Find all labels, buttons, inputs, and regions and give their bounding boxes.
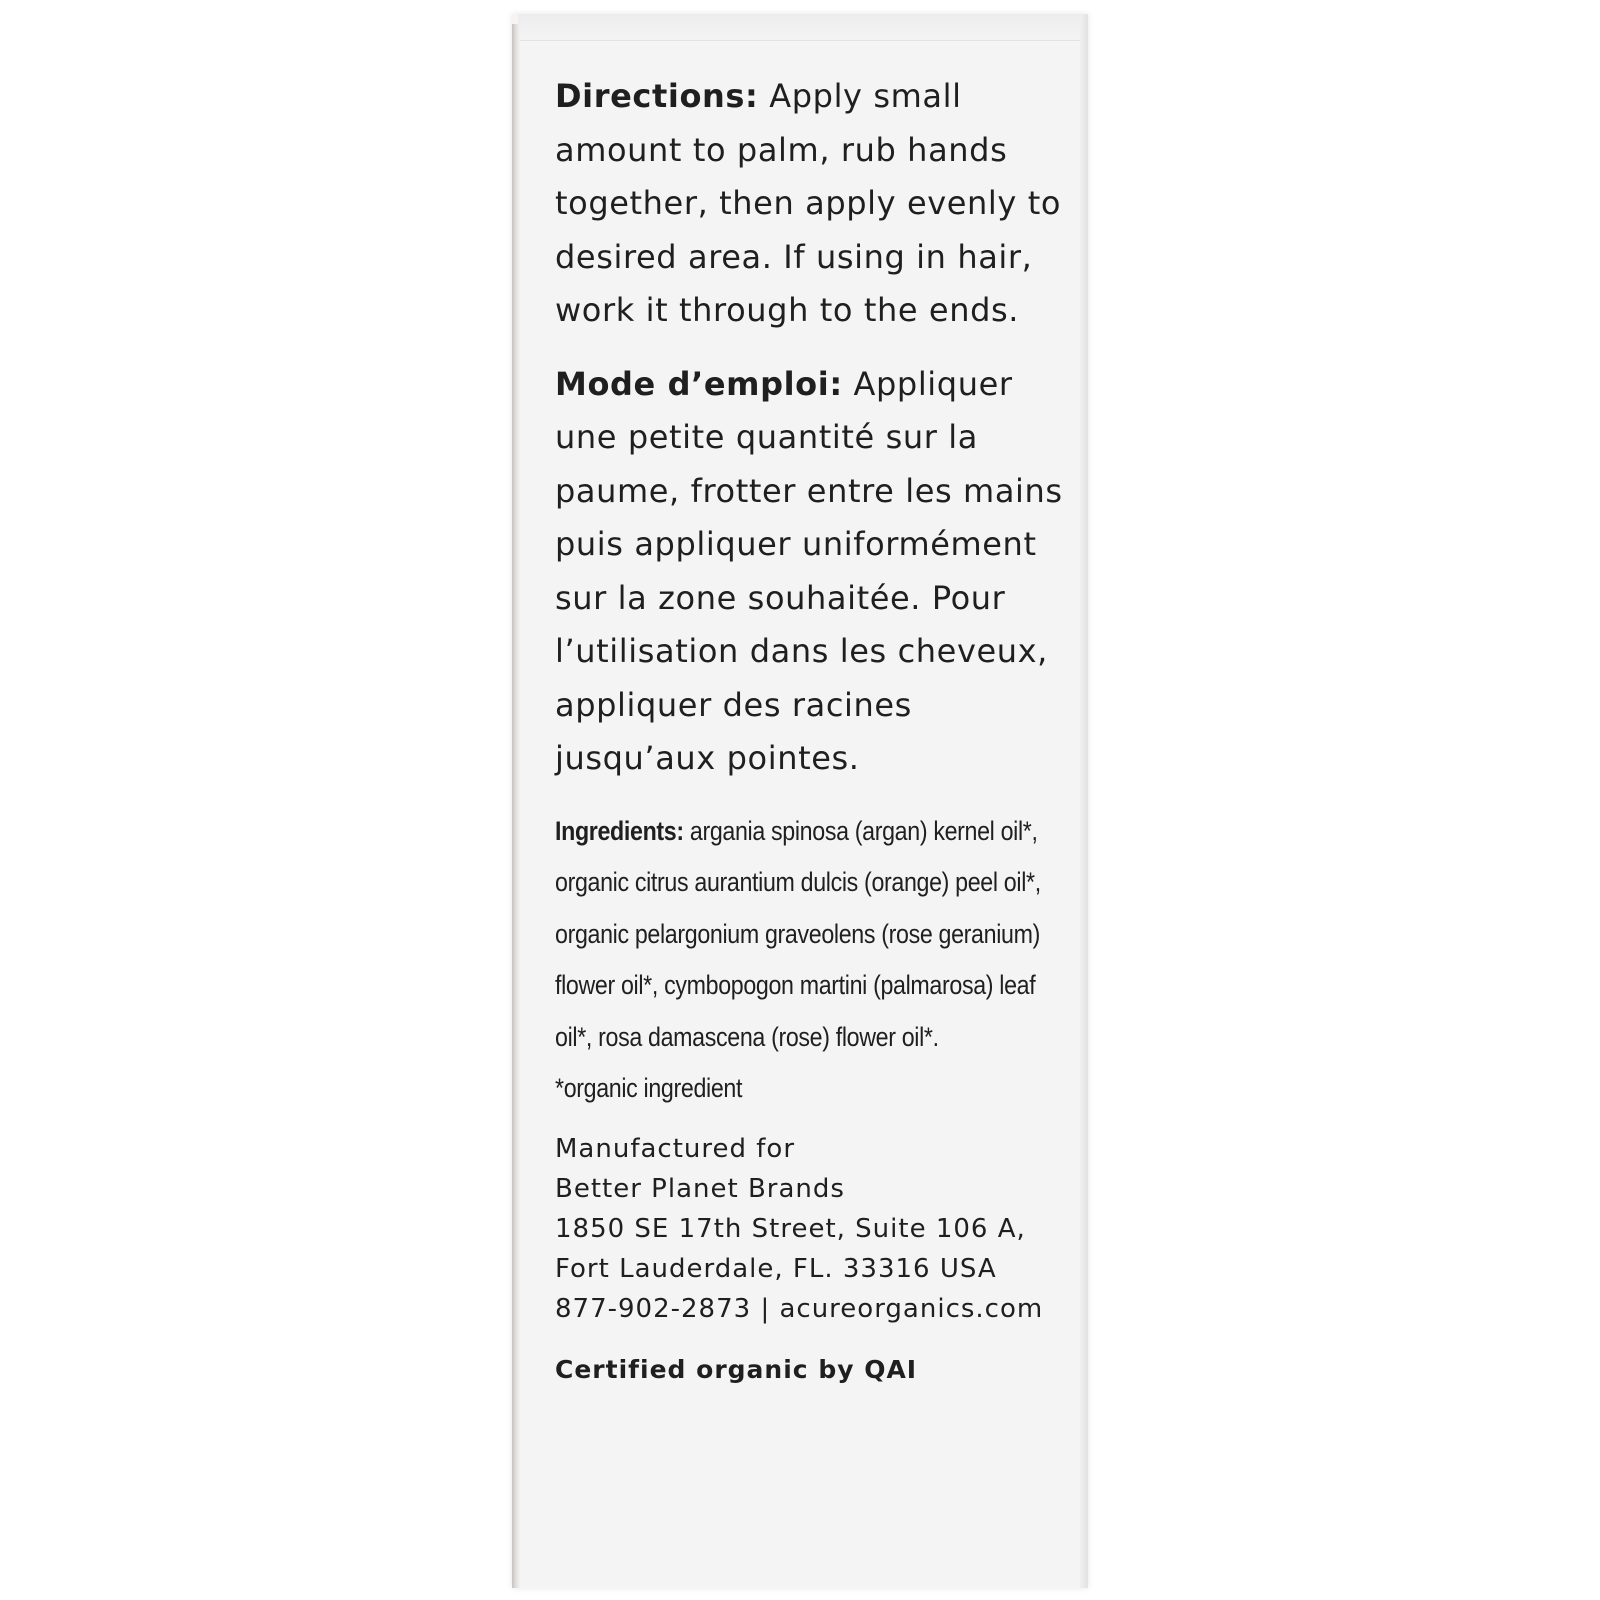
manufactured-for-line: Manufactured for — [555, 1133, 796, 1164]
directions-label: Directions: — [555, 77, 759, 115]
certification-line: Certified organic by QAI — [555, 1354, 918, 1384]
manufacturer-info — [555, 1129, 1075, 1329]
directions-paragraph — [555, 70, 1075, 338]
mode-emploi-label: Mode d’emploi: — [555, 364, 843, 403]
company-name: Better Planet Brands — [555, 1173, 845, 1204]
mode-emploi-paragraph — [555, 358, 1075, 786]
address-line-1: 1850 SE 17th Street, Suite 106 A, — [555, 1213, 1026, 1244]
box-top-edge — [518, 14, 1084, 41]
ingredients-text: argania spinosa (argan) kernel oil*, organic citrus aurantium dulcis (orange) peel oil*, organic pelargonium graveolens (rose geranium) flower oil*, cymbopogon martini (palmarosa) leaf oil*, rosa damascena (rose) flower oil*. — [555, 815, 1041, 1052]
mode-emploi-text: Appliquer une petite quantité sur la paume, frotter entre les mains puis appliquer uniformément sur la zone souhaitée. Pour l’utilisation dans les cheveux, appliquer des racines jusqu’aux pointes. — [555, 364, 1063, 777]
ingredients-paragraph — [555, 806, 1071, 1115]
directions-text: Apply small amount to palm, rub hands together, then apply evenly to desired area. If using in hair, work it through to the ends. — [555, 77, 1062, 329]
contact-line: 877-902-2873 | acureorganics.com — [555, 1293, 1044, 1324]
ingredients-label: Ingredients: — [555, 815, 684, 846]
label-text-block — [555, 70, 1075, 1384]
box-right-edge — [1080, 14, 1088, 1588]
address-line-2: Fort Lauderdale, FL. 33316 USA — [555, 1253, 997, 1284]
organic-footnote: *organic ingredient — [555, 1073, 743, 1103]
box-left-edge — [512, 24, 520, 1588]
